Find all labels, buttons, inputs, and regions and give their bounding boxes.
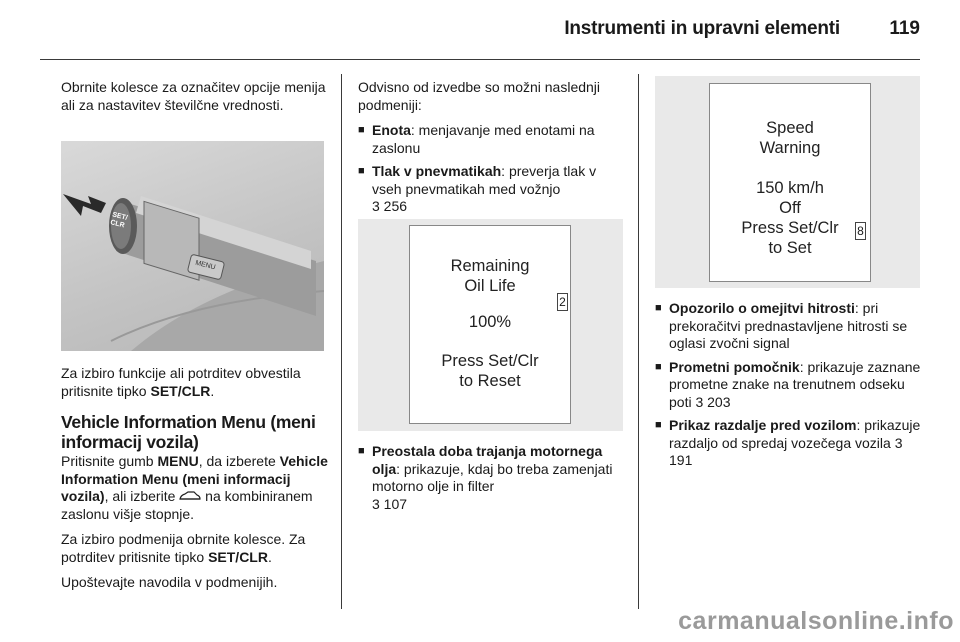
speed-warning-label: Opozorilo o omejitvi hitrosti	[669, 300, 855, 316]
col1-p4-a: Za izbiro podmenija obrnite kolesce. Za potrditev pritisnite tipko	[61, 531, 306, 565]
oil-display-line1: Remaining	[450, 257, 530, 275]
oil-life-page-ref[interactable]: 3 107	[372, 495, 408, 512]
menu-label: MENU	[194, 259, 217, 272]
set-clr-label: SET/ CLR	[109, 211, 129, 230]
column-divider-2	[638, 74, 639, 609]
column-1-lower	[61, 365, 329, 600]
col1-intro: Obrnite kolesce za označitev opcije menija ali za nastavitev številčne vrednosti.	[61, 79, 326, 113]
oil-life-display	[409, 225, 571, 424]
display-badge-2: 2	[557, 293, 568, 311]
oil-display-line4: Press Set/Clr	[441, 352, 539, 370]
col1-p3-e: , ali izberite	[104, 488, 180, 504]
speed-display-off: Off	[779, 199, 801, 217]
col1-p3-a: Pritisnite gumb	[61, 453, 158, 469]
oil-display-percent: 100%	[468, 313, 512, 331]
col1-p4-c: .	[267, 548, 272, 565]
list-item-tlak	[358, 163, 623, 216]
oil-life-display-panel	[358, 219, 623, 431]
oil-display-line2: Oil Life	[464, 277, 516, 295]
column-3-lower	[655, 300, 925, 476]
tlak-text: : preverja tlak v vseh pnevmatikah med vožnjo	[372, 163, 597, 197]
col1-p2-bold: SET/CLR	[150, 382, 211, 399]
traffic-assist-text: : prikazuje zaznane prometne znake na trenutnem odseku poti	[669, 358, 921, 410]
watermark: carmanualsonline.info	[678, 607, 954, 635]
col2-intro: Odvisno od izvedbe so možni naslednji podmeniji:	[358, 79, 601, 113]
speed-warning-display-panel	[655, 76, 920, 288]
speed-display-line5: Press Set/Clr	[741, 219, 839, 237]
col1-p3-f: na kombiniranem zaslonu višje stopnje.	[61, 488, 313, 522]
stalk-illustration	[61, 141, 324, 351]
section-heading: Vehicle Information Menu (meni informacij vozila)	[61, 412, 316, 452]
col1-p2-end: .	[210, 382, 215, 399]
speed-display-line2: Warning	[759, 139, 821, 157]
col1-set-clr-text	[61, 365, 329, 400]
speed-display-line6: to Set	[768, 239, 812, 257]
traffic-assist-page-ref[interactable]: 3 203	[695, 393, 731, 410]
column-2	[358, 79, 623, 222]
column-1	[61, 79, 326, 122]
traffic-assist-label: Prometni pomočnik	[669, 358, 800, 375]
col1-menu-text	[61, 453, 329, 523]
col1-p3-b: MENU	[157, 453, 199, 469]
distance-page-ref[interactable]: 3 191	[669, 434, 903, 468]
pointer-arrow-icon	[63, 194, 106, 216]
page-header-title: Instrumenti in upravni elementi	[564, 18, 840, 39]
enota-label: Enota	[372, 122, 411, 138]
speed-warning-display	[709, 83, 871, 282]
car-icon	[179, 491, 201, 502]
speed-display-line1: Speed	[766, 119, 814, 137]
list-item-traffic-assist	[655, 359, 925, 412]
speed-display-value: 150 km/h	[756, 179, 824, 197]
col1-instructions: Upoštevajte navodila v podmenijih.	[61, 574, 278, 590]
col1-p2-text: Za izbiro funkcije ali potrditev obvestila pritisnite tipko	[61, 365, 301, 399]
speed-warning-text: : pri prekoračitvi prednastavljene hitrosti se oglasi zvočni signal	[669, 300, 908, 351]
list-item-distance	[655, 417, 925, 470]
oil-display-line5: to Reset	[459, 372, 521, 390]
list-item-enota	[358, 122, 623, 157]
oil-life-text: : prikazuje, kdaj bo treba zamenjati motorno olje in filter	[372, 460, 613, 494]
page-number: 119	[889, 18, 920, 39]
list-item-speed-warning	[655, 300, 925, 353]
header-rule	[40, 59, 920, 60]
col1-submenu-text	[61, 531, 329, 566]
stalk-photo	[61, 141, 324, 351]
col1-p3-c: , da izberete	[198, 453, 280, 469]
enota-text: : menjavanje med enotami na zaslonu	[372, 122, 595, 156]
display-badge-8: 8	[855, 222, 866, 240]
col1-p3-d: Vehicle Information Menu (meni informacij vozila)	[61, 453, 328, 504]
oil-life-label: Preostala doba trajanja motornega olja	[372, 443, 603, 477]
distance-text: : prikazuje razdaljo od spredaj vozečega vozila	[669, 417, 921, 451]
col1-p4-b: SET/CLR	[208, 548, 268, 565]
tlak-label: Tlak v pnevmatikah	[372, 163, 502, 179]
column-divider-1	[341, 74, 342, 609]
tlak-page-ref[interactable]: 3 256	[372, 198, 408, 214]
distance-label: Prikaz razdalje pred vozilom	[669, 417, 857, 433]
column-2-lower	[358, 443, 628, 519]
list-item-oil-life	[358, 443, 628, 513]
